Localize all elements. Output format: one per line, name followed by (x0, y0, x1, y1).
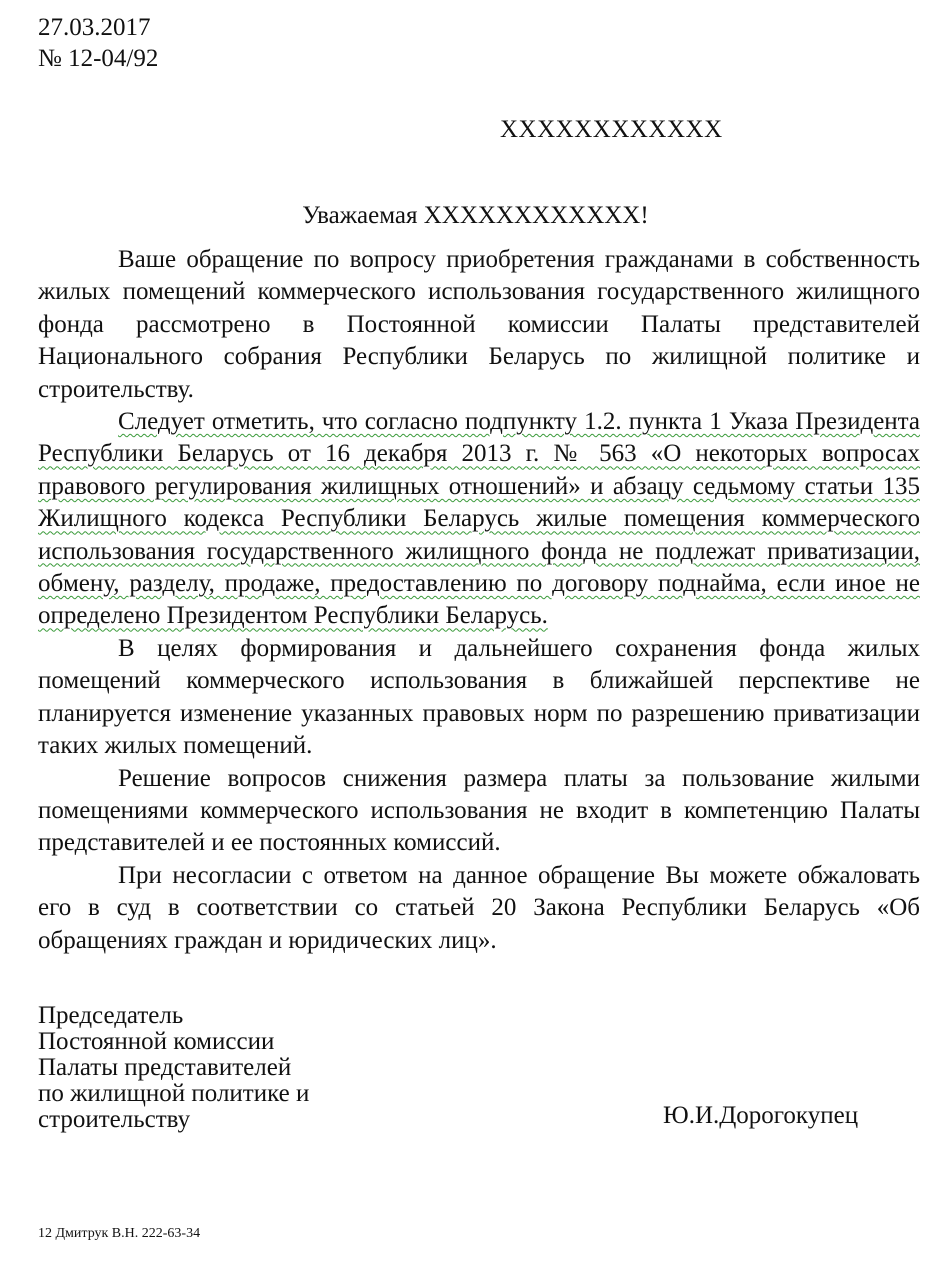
signature-line: по жилищной политике и (38, 1080, 310, 1107)
executor-footer: 12 Дмитрук В.Н. 222-63-34 (38, 1226, 201, 1241)
paragraph-4: Решение вопросов снижения размера платы за пользование жилыми помещениями коммерческого использования не входит в компетенцию Палаты представителей и ее постоянных комиссий. (38, 764, 920, 857)
signature-line: строительству (38, 1106, 191, 1133)
addressee: ХХХХХХХХХХХХ (500, 116, 723, 143)
signature-line: Палаты представителей (38, 1054, 292, 1081)
letter-number: № 12-04/92 (38, 45, 159, 72)
paragraph-5: При несогласии с ответом на данное обращение Вы можете обжаловать его в суд в соответствии со статьей 20 Закона Республики Беларусь «Об обращениях граждан и юридических лиц». (38, 861, 920, 954)
paragraph-2-text: Следует отметить, что согласно подпункту 1.2. пункта 1 Указа Президента Республики Беларусь от 16 декабря 2013 г. № 563 «О некоторых вопросах правового регулирования жилищных отношений» и абзацу седьмому статьи 135 Жилищного кодекса Республики Беларусь жилые помещения коммерческого использования государственного жилищного фонда не подлежат приватизации, обмену, разделу, продаже, предоставлению по договору поднайма, если иное не определено Президентом Республики Беларусь. (38, 408, 920, 630)
signer-name: Ю.И.Дорогокупец (663, 1102, 859, 1129)
paragraph-3: В целях формирования и дальнейшего сохранения фонда жилых помещений коммерческого использования в ближайшей перспективе не планируется изменение указанных правовых норм по разрешению приватизации таких жилых помещений. (38, 634, 920, 760)
letter-body (38, 244, 920, 957)
paragraph-1: Ваше обращение по вопросу приобретения гражданами в собственность жилых помещений коммерческого использования государственного жилищного фонда рассмотрено в Постоянной комиссии Палаты представителей Национального собрания Республики Беларусь по жилищной политике и строительству. (38, 246, 920, 403)
letter-date: 27.03.2017 (38, 14, 151, 41)
signature-line: Председатель (38, 1002, 184, 1029)
signature-line: Постоянной комиссии (38, 1028, 275, 1055)
signature-title-block (38, 1003, 309, 1133)
salutation: Уважаемая ХХХХХХХХХХХХ! (302, 202, 649, 229)
paragraph-2 (38, 406, 920, 633)
